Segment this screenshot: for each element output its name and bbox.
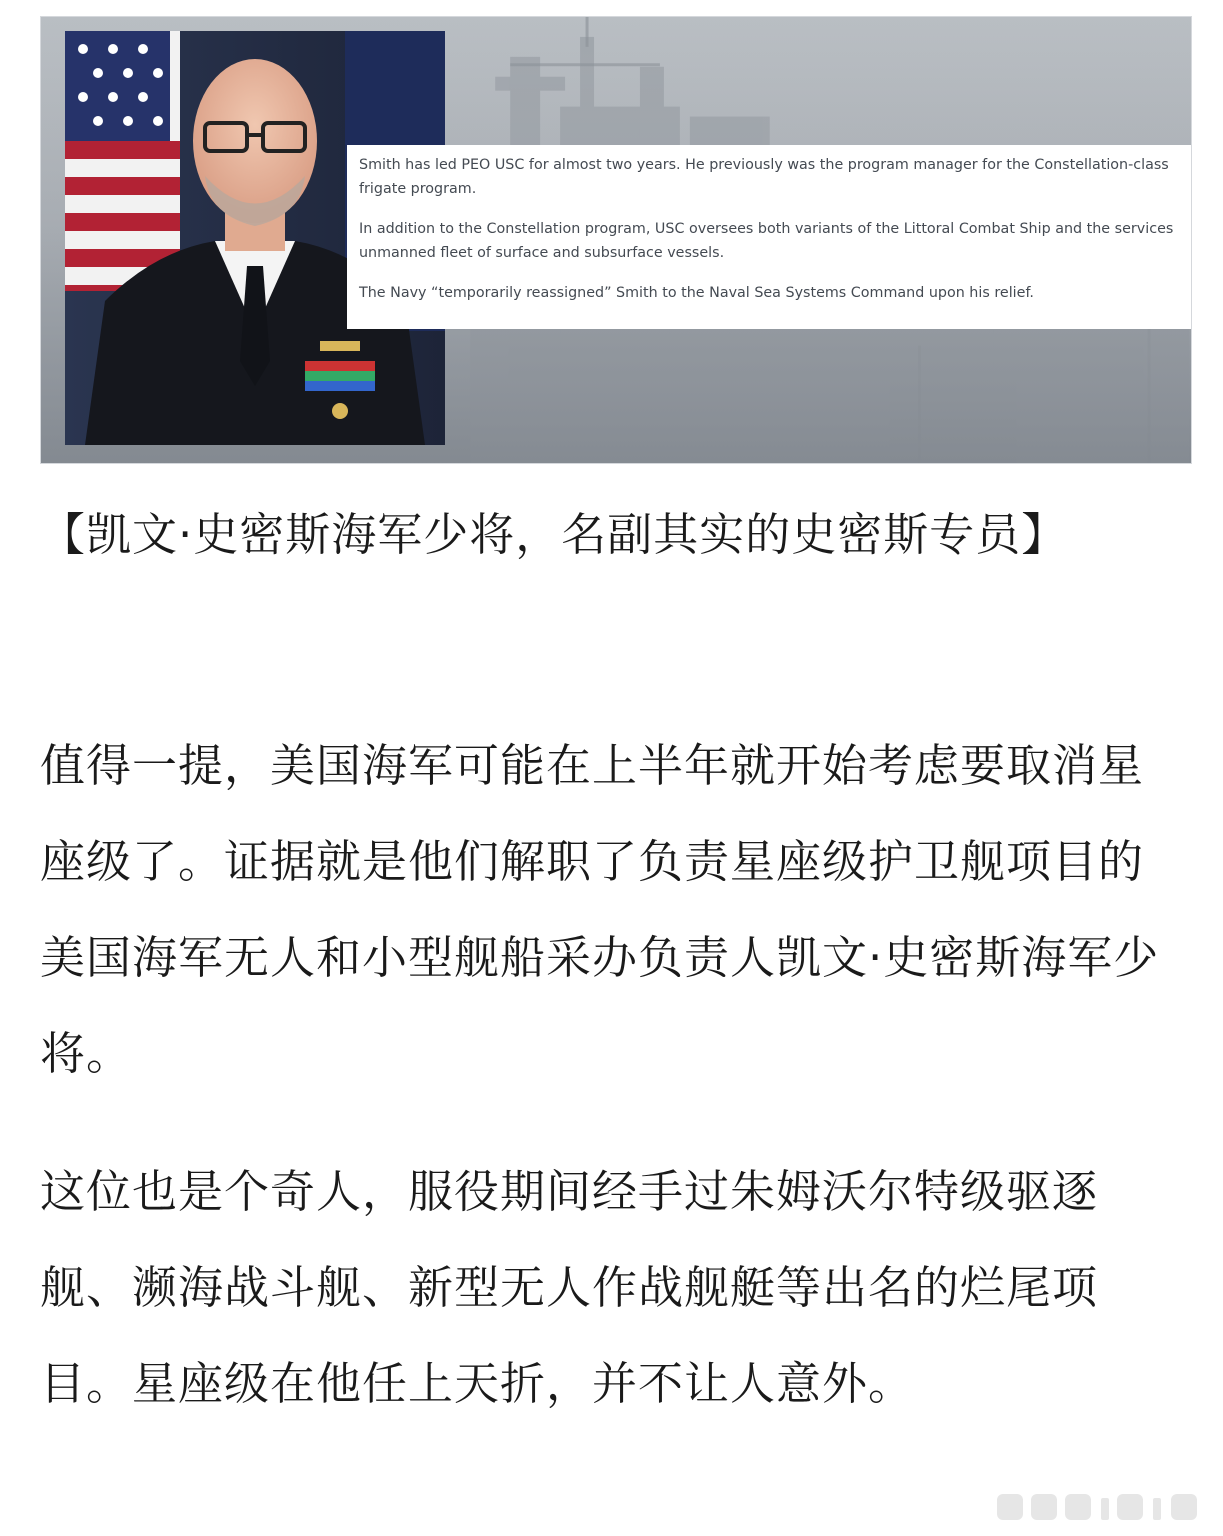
body-paragraph: 值得一提，美国海军可能在上半年就开始考虑要取消星座级了。证据就是他们解职了负责星座级护卫舰项目的美国海军无人和小型舰船采办负责人凯文·史密斯海军少将。 [40,739,1160,1080]
quote-paragraph: In addition to the Constellation program, USC oversees both variants of the Littoral Combat Ship and the services unmanned fleet of surface and subsurface vessels. [359,221,1174,261]
image-caption: 【凯文·史密斯海军少将，名副其实的史密斯专员】 [40,508,1068,561]
article-image[interactable] [40,16,1192,464]
quote-box [347,145,1191,329]
quote-paragraph: Smith has led PEO USC for almost two years. He previously was the program manager for the Constellation-class frigate program. [359,157,1169,197]
body-paragraph: 这位也是个奇人，服役期间经手过朱姆沃尔特级驱逐舰、濒海战斗舰、新型无人作战舰艇等出名的烂尾项目。星座级在他任上天折，并不让人意外。 [40,1165,1099,1410]
quote-paragraph: The Navy “temporarily reassigned” Smith to the Naval Sea Systems Command upon his relief. [359,285,1034,301]
watermark-logo [997,1490,1207,1524]
